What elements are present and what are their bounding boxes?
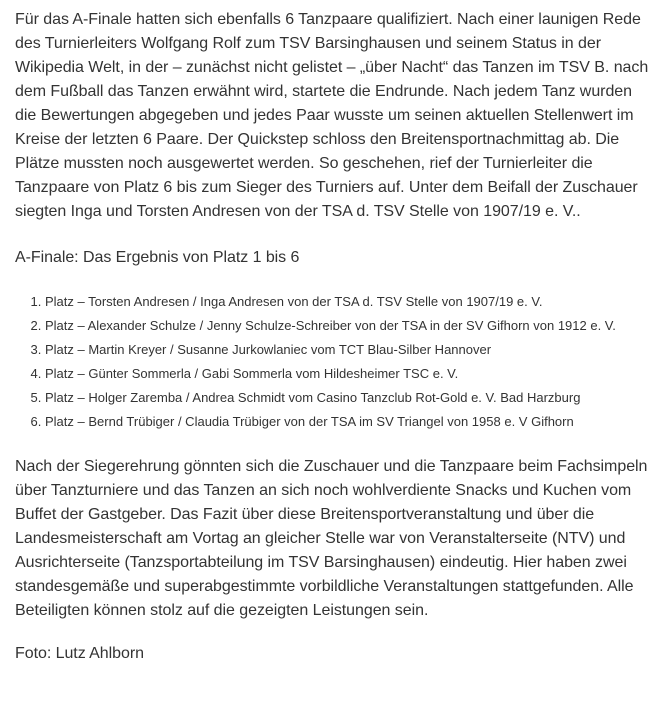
results-list (15, 290, 653, 434)
list-item-place-3: 3. Platz – Martin Kreyer / Susanne Jurkowlaniec vom TCT Blau-Silber Hannover (45, 338, 653, 362)
list-item-place-5: 5. Platz – Holger Zaremba / Andrea Schmidt vom Casino Tanzclub Rot-Gold e. V. Bad Harzburg (45, 386, 653, 410)
closing-paragraph: Nach der Siegerehrung gönnten sich die Zuschauer und die Tanzpaare beim Fachsimpeln über Tanzturniere und das Tanzen an sich noch wohlverdiente Snacks und Kuchen vom Buffet der Gastgeber. Das Fazit über diese Breitensportveranstaltung und über die Landesmeisterschaft am Vortag an gleicher Stelle war von Veranstalterseite (NTV) und Ausrichterseite (Tanzsportabteilung im TSV Barsinghausen) eindeutig. Hier haben zwei standesgemäße und superabgestimmte vorbildliche Veranstaltungen stattgefunden. Alle Beteiligten können stolz auf die gezeigten Leistungen sein. (15, 458, 648, 619)
photo-credit: Foto: Lutz Ahlborn (15, 645, 144, 662)
intro-paragraph: Für das A-Finale hatten sich ebenfalls 6 Tanzpaare qualifiziert. Nach einer launigen Rede des Turnierleiters Wolfgang Rolf zum TSV Barsinghausen und seinem Status in der Wikipedia Welt, in der – zunächst nicht gelistet – „über Nacht“ das Tanzen im TSV B. nach dem Fußball das Tanzen erwähnt wird, startete die Endrunde. Nach jedem Tanz wurden die Bewertungen abgegeben und jedes Paar wusste um seinen aktuellen Stellenwert im Kreise der letzten 6 Paare. Der Quickstep schloss den Breitensportnachmittag ab. Die Plätze mussten noch ausgewertet werden. So geschehen, rief der Turnierleiter die Tanzpaare von Platz 6 bis zum Sieger des Turniers auf. Unter dem Beifall der Zuschauer siegten Inga und Torsten Andresen von der TSA d. TSV Stelle von 1907/19 e. V.. (15, 11, 649, 220)
list-item-place-1: 1. Platz – Torsten Andresen / Inga Andresen von der TSA d. TSV Stelle von 1907/19 e. V. (45, 290, 653, 314)
list-item-place-6: 6. Platz – Bernd Trübiger / Claudia Trübiger von der TSA im SV Triangel von 1958 e. V Gifhorn (45, 410, 653, 434)
list-item-place-2: 2. Platz – Alexander Schulze / Jenny Schulze-Schreiber von der TSA in der SV Gifhorn von 1912 e. V. (45, 314, 653, 338)
list-item-place-4: 4. Platz – Günter Sommerla / Gabi Sommerla vom Hildesheimer TSC e. V. (45, 362, 653, 386)
results-heading: A-Finale: Das Ergebnis von Platz 1 bis 6 (15, 249, 300, 266)
